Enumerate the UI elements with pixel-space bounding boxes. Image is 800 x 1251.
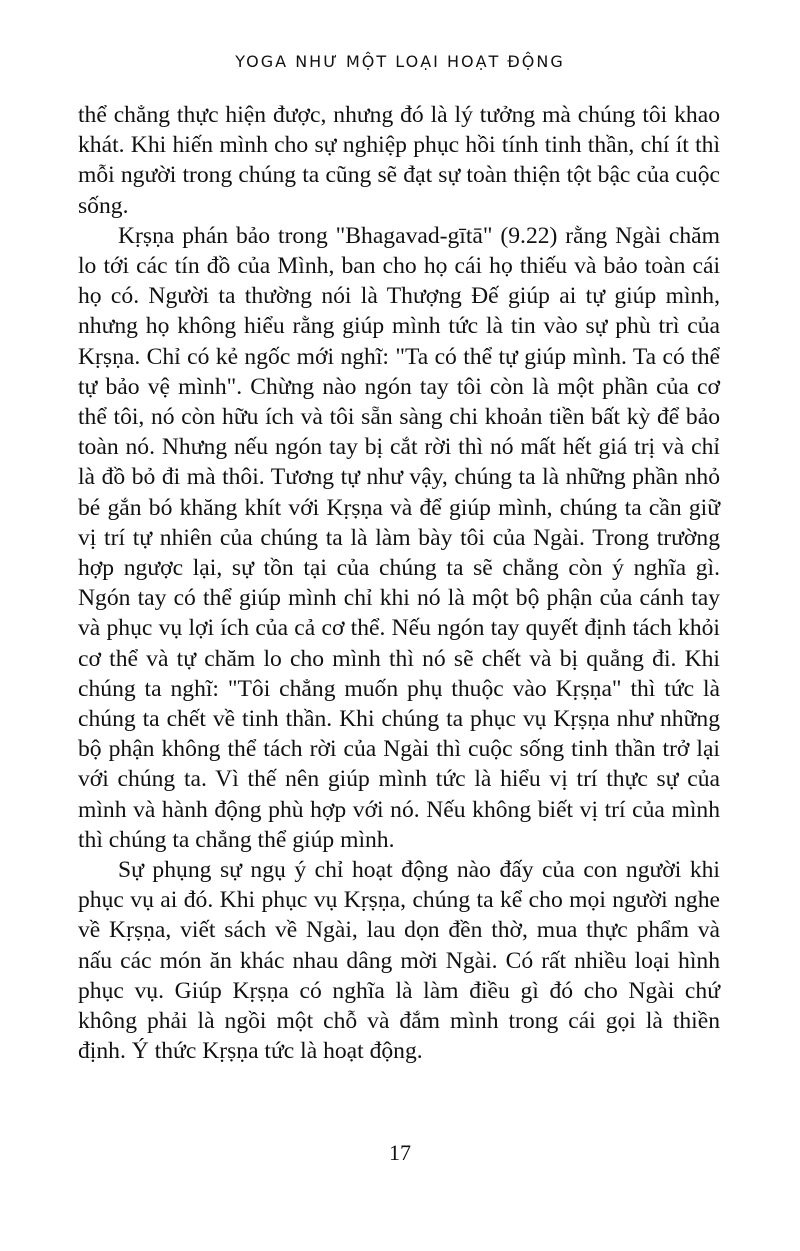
running-head: YOGA NHƯ MỘT LOẠI HOẠT ĐỘNG: [235, 52, 565, 71]
paragraph: Kṛṣṇa phán bảo trong "Bhagavad-gītā" (9.22) rằng Ngài chăm lo tới các tín đồ của Mình, ban cho họ cái họ thiếu và bảo toàn cái họ có. Người ta thường nói là Thượng Đế giúp ai tự giúp mình, nhưng họ không hiểu rằng giúp mình tức là tin vào sự phù trì của Kṛṣṇa. Chỉ có kẻ ngốc mới nghĩ: "Ta có thể tự giúp mình. Ta có thể tự bảo vệ mình". Chừng nào ngón tay tôi còn là một phần của cơ thể tôi, nó còn hữu ích và tôi sẵn sàng chi khoản tiền bất kỳ để bảo toàn nó. Nhưng nếu ngón tay bị cắt rời thì nó mất hết giá trị và chỉ là đồ bỏ đi mà thôi. Tương tự như vậy, chúng ta là những phần nhỏ bé gắn bó khăng khít với Kṛṣṇa và để giúp mình, chúng ta cần giữ vị trí tự nhiên của chúng ta là làm bày tôi của Ngài. Trong trường hợp ngược lại, sự tồn tại của chúng ta sẽ chẳng còn ý nghĩa gì. Ngón tay có thể giúp mình chỉ khi nó là một bộ phận của cánh tay và phục vụ lợi ích của cả cơ thể. Nếu ngón tay quyết định tách khỏi cơ thể và tự chăm lo cho mình thì nó sẽ chết và bị quẳng đi. Khi chúng ta nghĩ: "Tôi chẳng muốn phụ thuộc vào Kṛṣṇa" thì tức là chúng ta chết về tinh thần. Khi chúng ta phục vụ Kṛṣṇa như những bộ phận không thể tách rời của Ngài thì cuộc sống tinh thần trở lại với chúng ta. Vì thế nên giúp mình tức là hiểu vị trí thực sự của mình và hành động phù hợp với nó. Nếu không biết vị trí của mình thì chúng ta chẳng thể giúp mình.: [78, 222, 720, 853]
body-text: [78, 100, 720, 1067]
paragraph-continued: thể chẳng thực hiện được, nhưng đó là lý tưởng mà chúng tôi khao khát. Khi hiến mình cho sự nghiệp phục hồi tính tinh thần, chí ít thì mỗi người trong chúng ta cũng sẽ đạt sự toàn thiện tột bậc của cuộc sống.: [78, 102, 720, 219]
page-number: 17: [389, 1140, 411, 1165]
paragraph: Sự phụng sự ngụ ý chỉ hoạt động nào đấy của con người khi phục vụ ai đó. Khi phục vụ Kṛṣṇa, chúng ta kể cho mọi người nghe về Kṛṣṇa, viết sách về Ngài, lau dọn đền thờ, mua thực phẩm và nấu các món ăn khác nhau dâng mời Ngài. Có rất nhiều loại hình phục vụ. Giúp Kṛṣṇa có nghĩa là làm điều gì đó cho Ngài chứ không phải là ngồi một chỗ và đắm mình trong cái gọi là thiền định. Ý thức Kṛṣṇa tức là hoạt động.: [78, 857, 720, 1065]
